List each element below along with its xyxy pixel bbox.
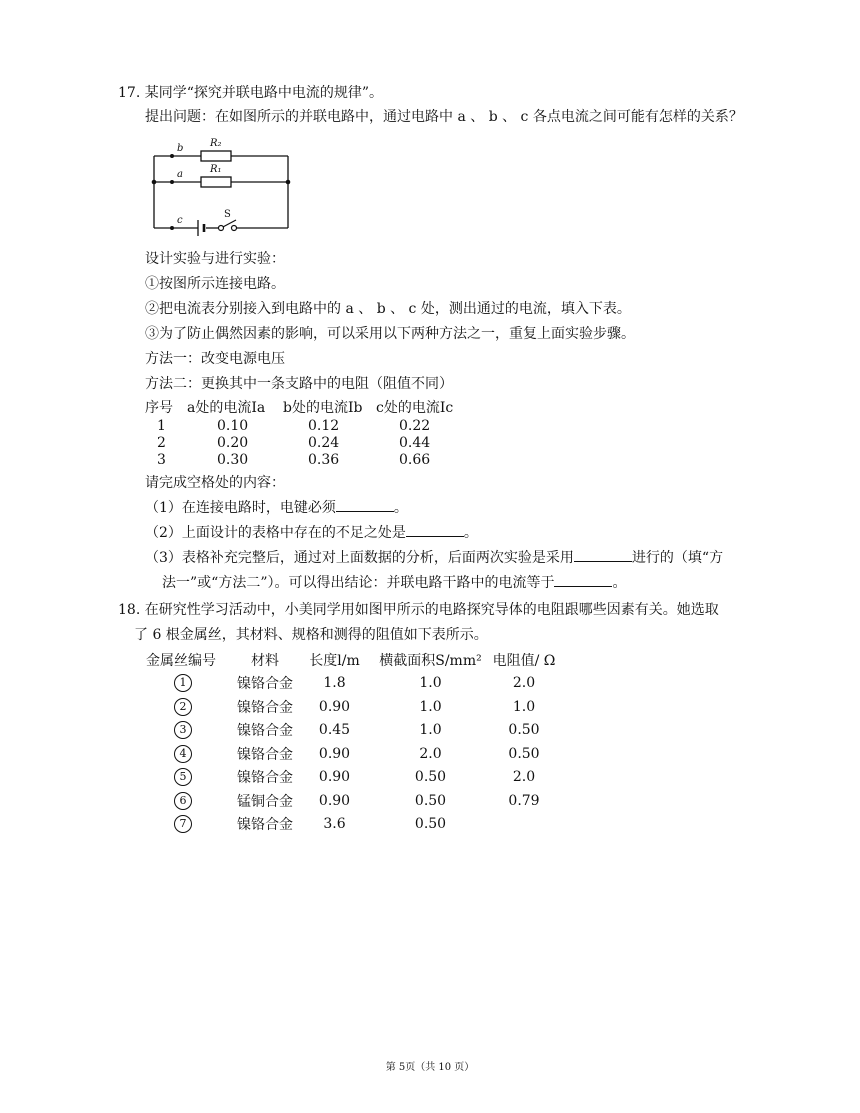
- wire-table-header: [146, 648, 560, 672]
- point-a-dot: [170, 180, 174, 184]
- cell: 2.0: [512, 769, 536, 786]
- cell: 1.0: [419, 675, 442, 692]
- sub-3-text-c: 法一”或“方法二”）。可以得出结论：并联电路干路中的电流等于: [162, 575, 555, 591]
- table-row: [146, 695, 560, 719]
- cell: 1: [157, 417, 166, 434]
- table-row: [145, 451, 472, 468]
- junction-right-r1: [286, 180, 291, 185]
- label-c: c: [177, 215, 183, 226]
- cell: 镍铬合金: [237, 723, 293, 740]
- q17-sub-3-line1: [145, 547, 723, 567]
- wire-number-badge: 5: [174, 768, 192, 786]
- cell: 0.90: [318, 769, 351, 786]
- label-s: S: [224, 209, 231, 220]
- cell: 0.90: [318, 792, 351, 809]
- sub-2-end: 。: [463, 525, 478, 541]
- label-b: b: [177, 143, 184, 154]
- point-c-dot: [170, 226, 174, 230]
- cell: 0.50: [508, 745, 540, 762]
- cell: 0.45: [318, 722, 351, 739]
- sub-3-text: （3）表格补充完整后，通过对上面数据的分析，后面两次实验是采用: [145, 550, 574, 566]
- cell: 0.10: [217, 417, 249, 434]
- wire-number-badge: 1: [174, 674, 192, 692]
- q17-question: 提出问题：在如图所示的并联电路中，通过电路中 a 、 b 、 c 各点电流之间可能有怎样的关系？: [145, 109, 743, 125]
- table-row: [146, 672, 560, 696]
- wire-number-badge: 2: [174, 698, 192, 716]
- answer-blank-4[interactable]: [554, 572, 612, 587]
- header-length: 长度l/m: [309, 652, 360, 669]
- cell: 1.0: [419, 722, 442, 739]
- table-row: [146, 719, 560, 743]
- header-area: 横截面积S/mm²: [379, 652, 482, 669]
- cell: 0.50: [414, 792, 447, 809]
- cell: 镍铬合金: [237, 746, 293, 763]
- cell: 2: [157, 434, 166, 451]
- wire-table: [146, 648, 560, 836]
- switch-symbol: [219, 220, 237, 231]
- header-resistance: 电阻值/ Ω: [492, 652, 556, 669]
- cell: 0.90: [318, 745, 351, 762]
- wire-number-badge: 6: [174, 792, 192, 810]
- cell: 0.24: [308, 434, 340, 451]
- sub-1-text: （1）在连接电路时，电键必须: [145, 500, 336, 516]
- table-row: [145, 434, 472, 451]
- cell: 3: [157, 451, 166, 468]
- cell: 1.0: [419, 698, 442, 715]
- answer-blank-3[interactable]: [574, 547, 632, 562]
- cell: 0.66: [399, 451, 431, 468]
- sub-2-text: （2）上面设计的表格中存在的不足之处是: [145, 525, 406, 541]
- table-row: [146, 813, 560, 837]
- header-material: 材料: [251, 652, 279, 669]
- table-row: [146, 742, 560, 766]
- header-ic: c处的电流Ic: [376, 400, 454, 416]
- q17-method-1: 方法一：改变电源电压: [145, 351, 285, 367]
- label-a: a: [177, 169, 183, 180]
- header-ib: b处的电流Ib: [283, 400, 363, 416]
- q18-line-2: 了 6 根金属丝，其材料、规格和测得的阻值如下表所示。: [134, 627, 488, 643]
- cell: 3.6: [323, 816, 346, 833]
- cell: 0.79: [508, 792, 540, 809]
- resistor-r2: [201, 151, 231, 161]
- cell: 1.0: [512, 698, 536, 715]
- cell: 0.50: [414, 816, 447, 833]
- cell: 0.30: [217, 451, 249, 468]
- current-table-header: [145, 397, 472, 417]
- q17-design-heading: 设计实验与进行实验：: [145, 251, 285, 267]
- q17-step-3: ③为了防止偶然因素的影响，可以采用以下两种方法之一，重复上面实验步骤。: [145, 326, 635, 342]
- table-row: [146, 766, 560, 790]
- header-ia: a处的电流Ia: [187, 400, 266, 416]
- junction-left-r1: [152, 180, 157, 185]
- cell: 0.12: [308, 417, 340, 434]
- cell: 镍铬合金: [237, 817, 293, 834]
- label-r1: R₁: [210, 164, 222, 175]
- resistor-r1: [201, 177, 231, 187]
- cell: 0.36: [308, 451, 340, 468]
- cell: 0.20: [217, 434, 249, 451]
- q18-line-1: 18. 在研究性学习活动中，小美同学用如图甲所示的电路探究导体的电阻跟哪些因素有关。她选取: [118, 602, 719, 618]
- cell: 0.22: [399, 417, 431, 434]
- header-wire-no: 金属丝编号: [146, 652, 216, 669]
- parallel-circuit-diagram: [146, 134, 296, 236]
- q17-step-1: ①按图所示连接电路。: [145, 276, 285, 292]
- sub-3-text-b: 进行的（填“方: [631, 550, 724, 566]
- cell: 锰铜合金: [237, 793, 293, 810]
- cell: 1.8: [323, 675, 346, 692]
- label-r2: R₂: [210, 138, 222, 149]
- cell: 0.90: [318, 698, 351, 715]
- sub-1-end: 。: [393, 500, 408, 516]
- cell: 镍铬合金: [237, 770, 293, 787]
- table-row: [145, 417, 472, 434]
- q17-method-2: 方法二：更换其中一条支路中的电阻（阻值不同）: [145, 376, 453, 392]
- q17-step-2: ②把电流表分别接入到电路中的 a 、 b 、 c 处，测出通过的电流，填入下表。: [145, 301, 631, 317]
- current-table: [145, 397, 472, 468]
- cell: 0.44: [399, 434, 431, 451]
- q17-sub-2: [145, 522, 478, 542]
- cell: 0.50: [508, 722, 540, 739]
- sub-3-end: 。: [612, 575, 627, 591]
- answer-blank-1[interactable]: [336, 497, 394, 512]
- point-b-dot: [170, 154, 174, 158]
- cell: [488, 813, 560, 837]
- battery-symbol: [198, 220, 204, 236]
- wire-number-badge: 4: [174, 745, 192, 763]
- cell: 镍铬合金: [237, 699, 293, 716]
- answer-blank-2[interactable]: [406, 522, 464, 537]
- wire-number-badge: 3: [174, 721, 192, 739]
- cell: 镍铬合金: [237, 676, 293, 693]
- wire-number-badge: 7: [174, 815, 192, 833]
- q17-sub-3-line2: [162, 572, 626, 592]
- header-index: 序号: [145, 400, 173, 416]
- cell: 2.0: [512, 675, 536, 692]
- cell: 0.50: [414, 769, 447, 786]
- q17-title: 17. 某同学“探究并联电路中电流的规律”。: [118, 85, 384, 101]
- page-footer: 第 5页（共 10 页）: [385, 1062, 475, 1073]
- cell: 2.0: [419, 745, 442, 762]
- q17-fill-prompt: 请完成空格处的内容：: [145, 475, 285, 491]
- table-row: [146, 789, 560, 813]
- q17-sub-1: [145, 497, 408, 517]
